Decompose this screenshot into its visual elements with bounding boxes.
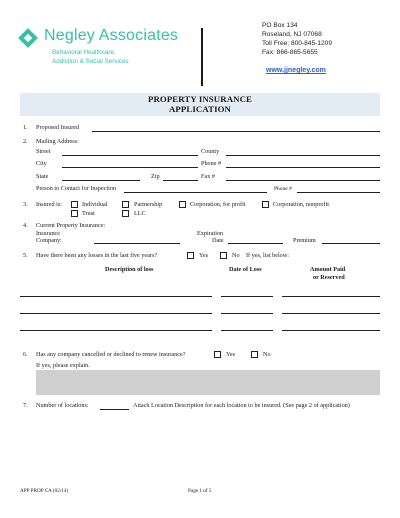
expiration-label: Expiration (197, 230, 224, 237)
page-number: Page 1 of 5 (188, 488, 212, 494)
losses-no-checkbox[interactable] (220, 252, 227, 259)
llc-checkbox[interactable] (122, 210, 129, 217)
fax-label: Fax # (201, 173, 215, 180)
loss-description-field[interactable] (20, 330, 212, 331)
corp-profit-label: Corporation, for profit (190, 201, 246, 208)
contact-phone-field[interactable] (297, 192, 380, 193)
q2-number: 2. (23, 138, 28, 145)
loss-description-field[interactable] (20, 296, 212, 297)
q2-label: Mailing Address: (36, 138, 79, 145)
col-amount-paid: Amount Paid (310, 266, 346, 273)
premium-label: Premium (293, 237, 316, 244)
q6-number: 6. (23, 351, 28, 358)
losses-yes-checkbox[interactable] (187, 252, 194, 259)
col-description-of-loss: Description of loss (105, 266, 154, 273)
company-tagline-1: Behavioral Healthcare, (52, 49, 116, 56)
county-field[interactable] (226, 155, 380, 156)
address-line: PO Box 134 (262, 22, 298, 29)
fax-field[interactable] (226, 180, 380, 181)
zip-field[interactable] (163, 180, 198, 181)
q5-number: 5. (23, 252, 28, 259)
losses-no-label: No (232, 252, 240, 259)
company-name: Negley Associates (44, 27, 179, 44)
city-field[interactable] (62, 167, 198, 168)
state-field[interactable] (62, 180, 140, 181)
number-of-locations-field[interactable] (100, 409, 129, 410)
trust-label: Trust (82, 210, 95, 217)
toll-free-line: Toll Free: 800-845-1209 (262, 40, 333, 47)
fax-line: Fax: 866-865-5655 (262, 49, 318, 56)
q4-label: Current Property Insurance: (36, 222, 106, 229)
q1-label: Proposed Insured (36, 124, 80, 131)
corp-profit-checkbox[interactable] (179, 201, 186, 208)
state-label: State (36, 173, 49, 180)
losses-yes-label: Yes (199, 252, 209, 259)
zip-label: Zip (151, 173, 160, 180)
loss-description-field[interactable] (20, 313, 212, 314)
partnership-checkbox[interactable] (122, 201, 129, 208)
corp-nonprofit-label: Corporation, nonprofit (273, 201, 330, 208)
form-title-line2: APPLICATION (168, 104, 232, 114)
premium-field[interactable] (322, 243, 380, 244)
explain-label: If yes, please explain. (36, 362, 90, 369)
individual-checkbox[interactable] (71, 201, 78, 208)
q4-number: 4. (23, 222, 28, 229)
expiration-date-field[interactable] (228, 243, 283, 244)
cancelled-no-checkbox[interactable] (251, 351, 258, 358)
q5-label: Have there been any losses in the last five years? (36, 252, 158, 259)
header-divider (201, 28, 203, 86)
insurance-label: Insurance (36, 230, 61, 237)
q3-label: Insured is: (36, 201, 62, 208)
losses-if-yes-label: If yes, list below: (246, 252, 289, 259)
loss-date-field[interactable] (221, 330, 273, 331)
street-field[interactable] (62, 155, 198, 156)
insurance-company-field[interactable] (94, 243, 180, 244)
q6-label: Has any company cancelled or declined to renew insurance? (36, 351, 186, 358)
loss-date-field[interactable] (221, 296, 273, 297)
trust-checkbox[interactable] (71, 210, 78, 217)
corp-nonprofit-checkbox[interactable] (262, 201, 269, 208)
company-label: Company: (36, 237, 62, 244)
form-id: APP PROP CA (02/14) (20, 488, 69, 494)
city-label: City (36, 160, 47, 167)
phone-field[interactable] (226, 167, 380, 168)
loss-amount-field[interactable] (282, 313, 380, 314)
street-label: Street (36, 148, 51, 155)
individual-label: Individual (82, 201, 108, 208)
partnership-label: Partnership (134, 201, 163, 208)
loss-amount-field[interactable] (282, 330, 380, 331)
contact-field[interactable] (124, 192, 267, 193)
q3-number: 3. (23, 201, 28, 208)
col-or-reserved: or Reserved (313, 274, 345, 281)
cancelled-yes-label: Yes (226, 351, 236, 358)
county-label: County (201, 148, 220, 155)
q7-instructions: Attach Location Description for each location to be insured. (See page 2 of application) (133, 402, 350, 409)
company-tagline-2: Addiction & Social Services (52, 58, 129, 65)
loss-amount-field[interactable] (282, 296, 380, 297)
contact-label: Person to Contact for Inspection (36, 185, 117, 192)
phone-label: Phone # (201, 160, 222, 167)
proposed-insured-field[interactable] (92, 131, 380, 132)
q1-number: 1. (23, 124, 28, 131)
address-line: Roseland, NJ 07068 (262, 31, 322, 38)
date-label: Date (212, 237, 224, 244)
website-link[interactable]: www.jjnegley.com (266, 67, 326, 74)
q7-number: 7. (23, 402, 28, 409)
llc-label: LLC (134, 210, 146, 217)
cancelled-no-label: No (263, 351, 271, 358)
q7-label: Number of locations: (36, 402, 89, 409)
cancelled-yes-checkbox[interactable] (214, 351, 221, 358)
explanation-textarea[interactable] (36, 370, 380, 395)
col-date-of-loss: Date of Loss (229, 266, 262, 273)
loss-date-field[interactable] (221, 313, 273, 314)
negley-logo-icon (17, 27, 39, 49)
form-title-line1: PROPERTY INSURANCE (147, 94, 253, 104)
contact-phone-label: Phone # (274, 186, 292, 192)
